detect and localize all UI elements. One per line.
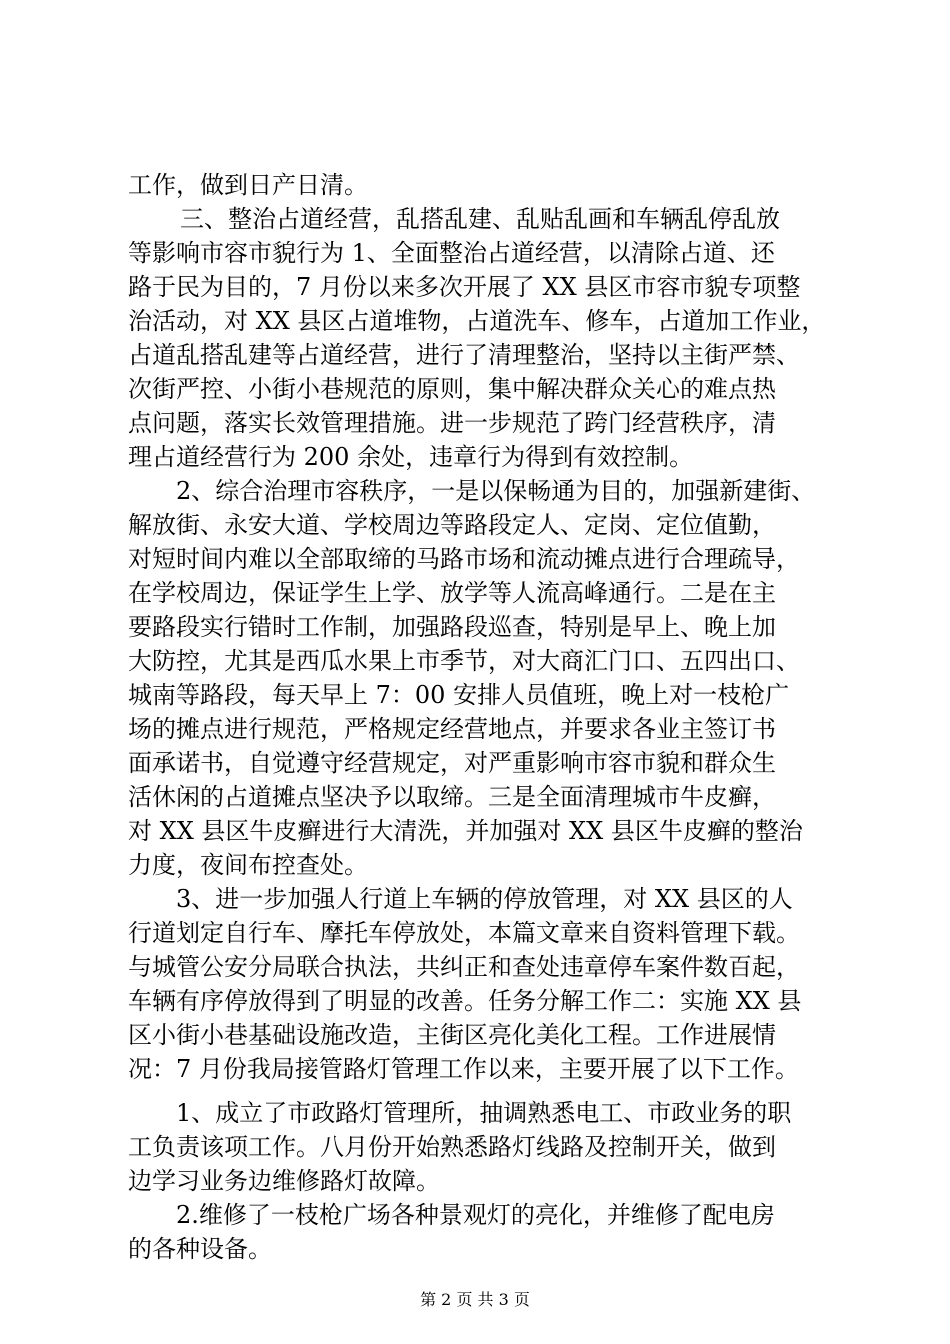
body-line: 理占道经营行为 200 余处，违章行为得到有效控制。	[128, 443, 694, 471]
body-line: 3、进一步加强人行道上车辆的停放管理，对 XX 县区的人	[176, 885, 793, 913]
body-line: 大防控，尤其是西瓜水果上市季节，对大商汇门口、五四出口、	[128, 647, 800, 675]
body-line: 场的摊点进行规范，严格规定经营地点，并要求各业主签订书	[128, 715, 776, 743]
body-line: 工负责该项工作。八月份开始熟悉路灯线路及控制开关，做到	[128, 1133, 776, 1161]
body-line: 解放街、永安大道、学校周边等路段定人、定岗、定位值勤，	[128, 511, 776, 539]
body-line: 点问题，落实长效管理措施。进一步规范了跨门经营秩序，清	[128, 409, 776, 437]
body-line: 况：7 月份我局接管路灯管理工作以来，主要开展了以下工作。	[128, 1055, 799, 1083]
body-line: 城南等路段，每天早上 7：00 安排人员值班，晚上对一枝枪广	[128, 681, 790, 709]
body-line: 工作，做到日产日清。	[128, 171, 368, 199]
body-line: 区小街小巷基础设施改造，主街区亮化美化工程。工作进展情	[128, 1021, 776, 1049]
body-line: 边学习业务边维修路灯故障。	[128, 1167, 440, 1195]
body-line: 活休闲的占道摊点坚决予以取缔。三是全面清理城市牛皮癣，	[128, 783, 776, 811]
body-line: 的各种设备。	[128, 1235, 272, 1263]
body-line: 1、成立了市政路灯管理所，抽调熟悉电工、市政业务的职	[176, 1099, 792, 1127]
body-line: 与城管公安分局联合执法，共纠正和查处违章停车案件数百起，	[128, 953, 800, 981]
body-line: 路于民为目的，7 月份以来多次开展了 XX 县区市容市貌专项整	[128, 273, 801, 301]
body-line: 面承诺书，自觉遵守经营规定，对严重影响市容市貌和群众生	[128, 749, 776, 777]
body-line: 对 XX 县区牛皮癣进行大清洗，并加强对 XX 县区牛皮癣的整治	[128, 817, 803, 845]
body-line: 2.维修了一枝枪广场各种景观灯的亮化，并维修了配电房	[176, 1201, 775, 1229]
body-line: 等影响市容市貌行为 1、全面整治占道经营，以清除占道、还	[128, 239, 775, 267]
body-line: 三、整治占道经营，乱搭乱建、乱贴乱画和车辆乱停乱放	[180, 205, 780, 233]
body-line: 车辆有序停放得到了明显的改善。任务分解工作二：实施 XX 县	[128, 987, 802, 1015]
body-line: 治活动，对 XX 县区占道堆物，占道洗车、修车，占道加工作业，	[128, 307, 826, 335]
body-line: 要路段实行错时工作制，加强路段巡查，特别是早上、晚上加	[128, 613, 776, 641]
body-line: 占道乱搭乱建等占道经营，进行了清理整治，坚持以主街严禁、	[128, 341, 800, 369]
page-number-footer: 第 2 页 共 3 页	[420, 1290, 530, 1309]
body-line: 2、综合治理市容秩序，一是以保畅通为目的，加强新建街、	[176, 477, 816, 505]
body-line: 在学校周边，保证学生上学、放学等人流高峰通行。二是在主	[128, 579, 776, 607]
body-line: 对短时间内难以全部取缔的马路市场和流动摊点进行合理疏导，	[128, 545, 800, 573]
body-line: 次街严控、小街小巷规范的原则，集中解决群众关心的难点热	[128, 375, 776, 403]
body-line: 行道划定自行车、摩托车停放处，本篇文章来自资料管理下载。	[128, 919, 800, 947]
body-line: 力度，夜间布控查处。	[128, 851, 368, 879]
